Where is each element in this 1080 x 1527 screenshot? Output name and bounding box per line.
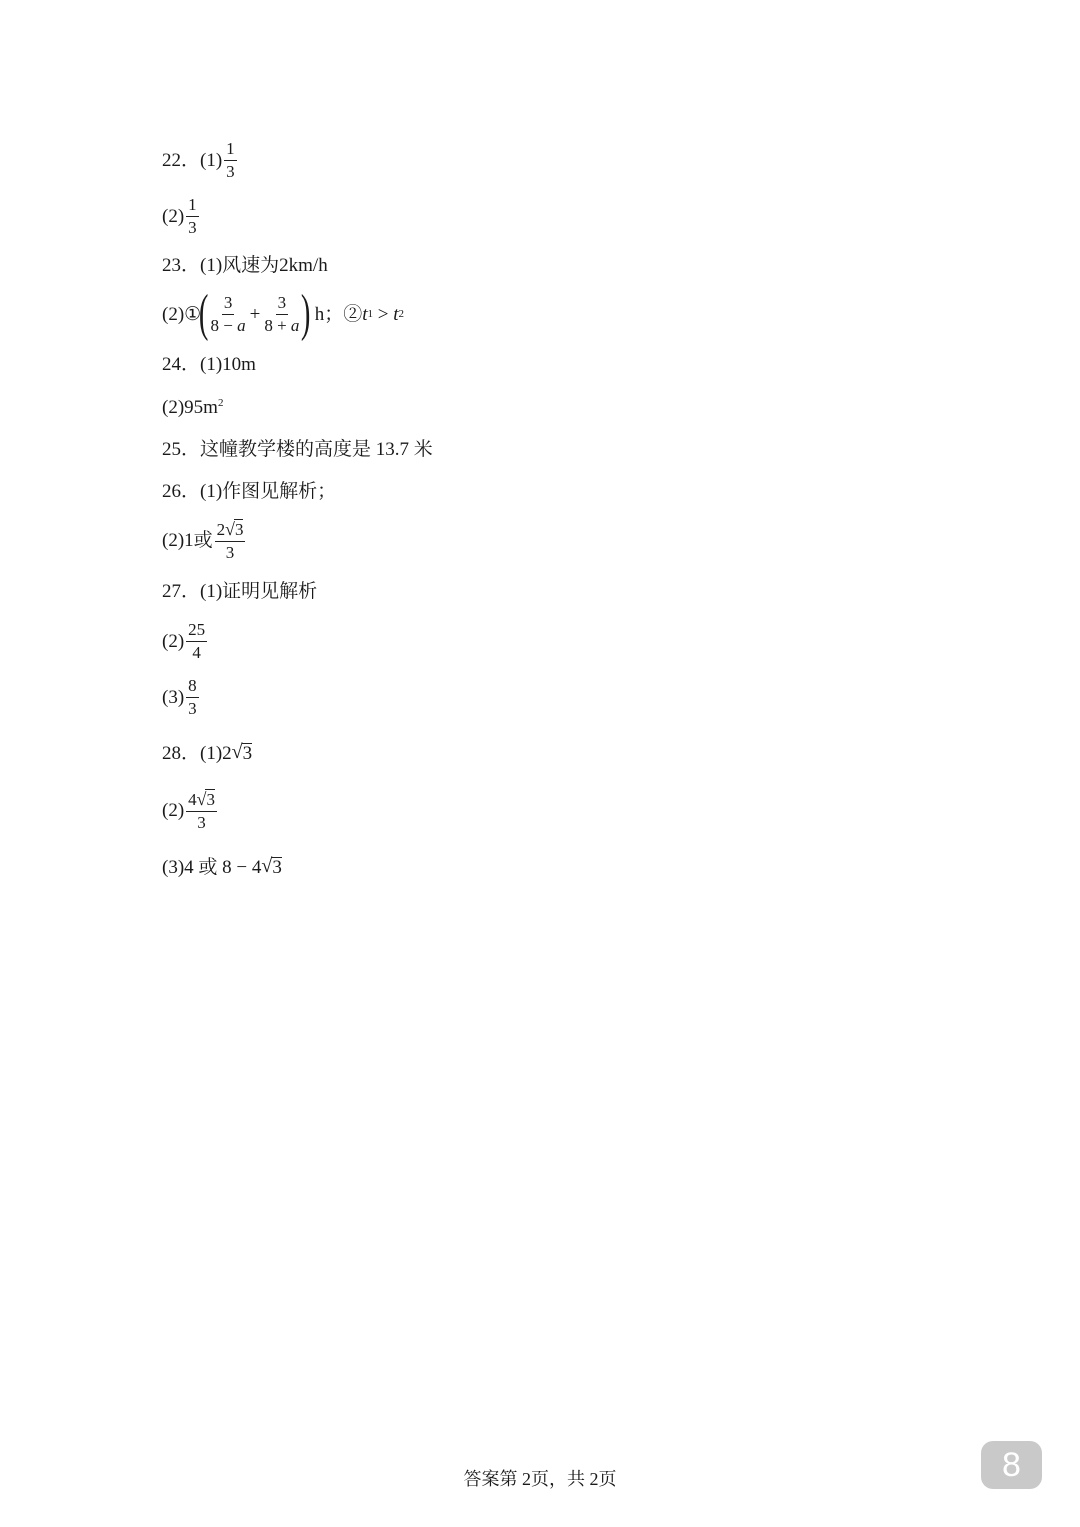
answer-25: 25．这幢教学楼的高度是 13.7 米 bbox=[162, 439, 433, 460]
answer-28-part-3 bbox=[162, 857, 282, 877]
numerator: 1 bbox=[186, 195, 199, 217]
numerator: 3 bbox=[276, 293, 289, 315]
variable: t bbox=[362, 303, 368, 325]
answer-22-part-2 bbox=[162, 195, 201, 237]
square-root: √ 3 bbox=[196, 789, 215, 809]
answer-23-part-2: (2)① ( $\frac{3}{8 - a}$ + $\frac{3}{8 + a}$ ) h；② t 1 > t 2 bbox=[162, 285, 405, 342]
answer-label: (3) bbox=[162, 686, 185, 708]
fraction bbox=[215, 519, 246, 562]
answer-label: (2) bbox=[162, 630, 185, 652]
answer-label: (2)① bbox=[162, 303, 202, 325]
answer-label: 28．(1) bbox=[162, 742, 223, 764]
square-root: √ 3 bbox=[231, 741, 253, 764]
unit-text: h；② bbox=[314, 303, 363, 325]
fraction bbox=[186, 620, 207, 662]
numerator: 2 √ 3 bbox=[215, 519, 246, 542]
numerator: 8 bbox=[186, 676, 199, 698]
variable: t bbox=[393, 303, 399, 325]
page-footer: 答案第 2页，共 2页 bbox=[463, 1469, 617, 1489]
fraction bbox=[186, 195, 199, 237]
answer-22-part-1 bbox=[162, 139, 239, 181]
denominator: 3 bbox=[226, 161, 235, 181]
plus-sign: + bbox=[249, 303, 261, 325]
answer-23-part-1: 23．(1)风速为2km/h bbox=[162, 255, 328, 276]
superscript: 2 bbox=[217, 397, 224, 409]
answer-label: 22．(1) bbox=[162, 149, 223, 171]
fraction bbox=[224, 139, 237, 181]
denominator: 3 bbox=[197, 812, 206, 832]
denominator: 8 + a bbox=[264, 315, 300, 335]
fraction bbox=[262, 293, 301, 335]
right-paren: ) bbox=[301, 285, 311, 342]
answer-label: (3)4 或 8 − 4 bbox=[162, 856, 262, 878]
answer-label: (2) bbox=[162, 205, 185, 227]
denominator: 4 bbox=[192, 642, 201, 662]
numerator: 25 bbox=[186, 620, 207, 642]
answer-24-part-1: 24．(1)10m bbox=[162, 354, 256, 375]
answer-label: (2)1或 bbox=[162, 530, 213, 552]
fraction bbox=[186, 676, 199, 718]
page-number-badge: 8 bbox=[981, 1441, 1042, 1489]
numerator: 3 bbox=[222, 293, 235, 315]
answer-27-part-1: 27．(1)证明见解析 bbox=[162, 581, 318, 602]
answer-label: (2) bbox=[162, 800, 185, 822]
square-root: √ 3 bbox=[225, 519, 244, 539]
numerator: 4 √ 3 bbox=[186, 789, 217, 812]
fraction bbox=[186, 789, 217, 832]
answer-27-part-2 bbox=[162, 620, 209, 662]
left-paren: ( bbox=[199, 285, 209, 342]
square-root: √ 3 bbox=[261, 855, 282, 878]
denominator: 8 − a bbox=[210, 315, 246, 335]
answer-28-part-2 bbox=[162, 789, 219, 832]
answer-28-part-1: 28．(1) 2 √ 3 bbox=[162, 741, 253, 764]
denominator: 3 bbox=[188, 217, 197, 237]
answer-26-part-2 bbox=[162, 519, 247, 562]
comparison: > bbox=[373, 303, 394, 325]
answer-26-part-1: 26．(1)作图见解析； bbox=[162, 481, 337, 502]
fraction bbox=[209, 293, 248, 335]
numerator: 1 bbox=[224, 139, 237, 161]
answer-27-part-3 bbox=[162, 676, 201, 718]
denominator: 3 bbox=[225, 542, 235, 562]
denominator: 3 bbox=[188, 698, 197, 718]
answer-24-part-2: (2)95m $^2$ bbox=[162, 397, 224, 418]
